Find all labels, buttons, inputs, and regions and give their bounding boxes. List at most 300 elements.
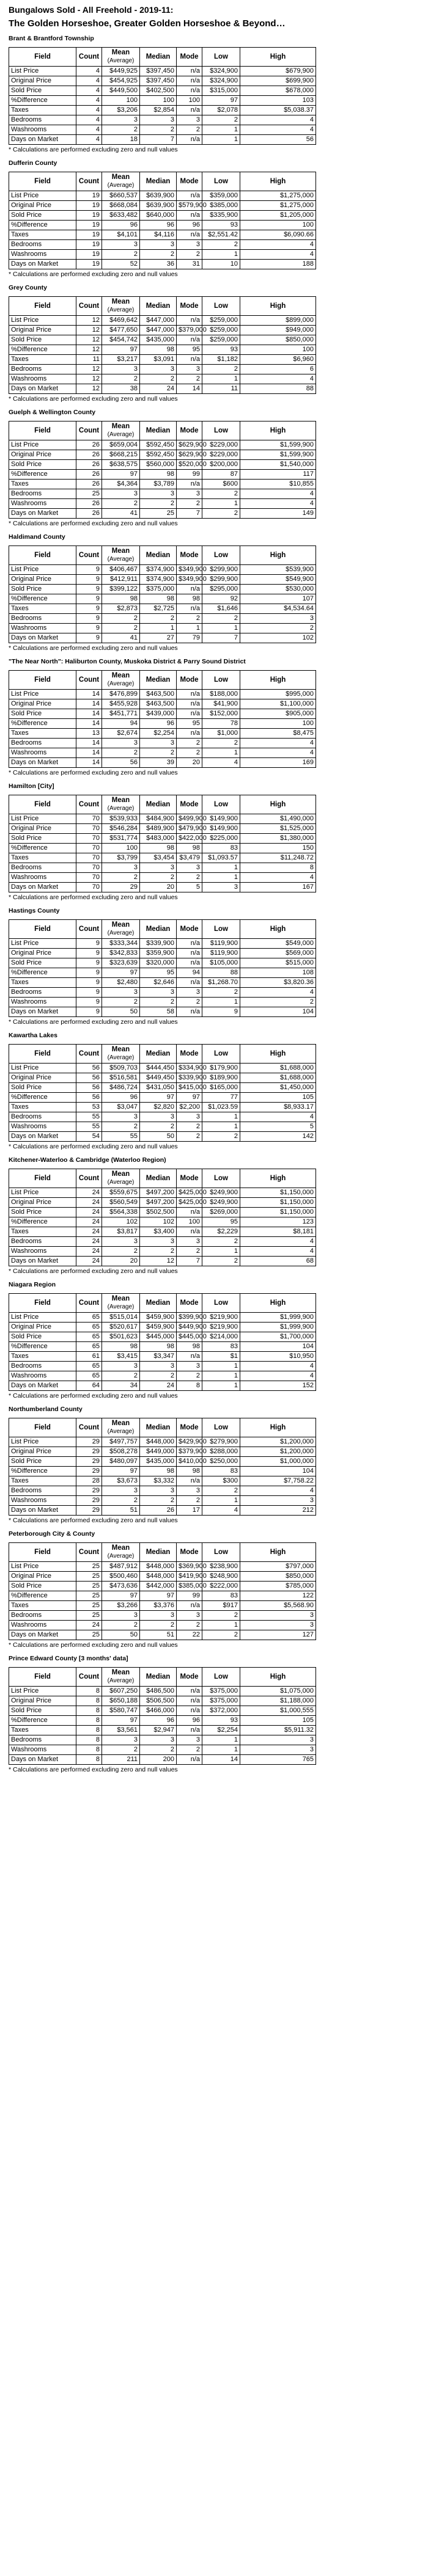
cell-value: 167 — [240, 883, 316, 892]
column-header: Median — [140, 1294, 177, 1313]
cell-value: 1 — [202, 748, 240, 758]
column-header: Low — [202, 1543, 240, 1562]
cell-value: $6,960 — [240, 355, 316, 365]
cell-value: 3 — [240, 1621, 316, 1630]
cell-value: $105,000 — [202, 958, 240, 968]
cell-value: 8 — [76, 1696, 102, 1706]
column-header: Low — [202, 920, 240, 939]
cell-value: 4 — [240, 115, 316, 125]
row-label: Bedrooms — [9, 489, 76, 499]
row-label: Bedrooms — [9, 240, 76, 250]
cell-value: n/a — [177, 949, 202, 958]
table-row — [9, 260, 316, 269]
table-row — [9, 1208, 316, 1217]
table-row — [9, 834, 316, 844]
row-label: Taxes — [9, 480, 76, 489]
cell-value: 56 — [76, 1064, 102, 1073]
column-header: Mode — [177, 920, 202, 939]
cell-value: 4 — [240, 873, 316, 883]
column-header: Low — [202, 1668, 240, 1687]
cell-value: $425,000 — [177, 1198, 202, 1208]
table-row — [9, 949, 316, 958]
cell-value: 97 — [102, 1591, 140, 1601]
cell-value: 2 — [102, 1621, 140, 1630]
row-label: List Price — [9, 191, 76, 201]
calculation-note: * Calculations are performed excluding zero and null values — [9, 395, 178, 403]
table-header-row — [9, 421, 316, 440]
region-heading: Dufferin County — [9, 159, 57, 167]
table-row — [9, 739, 316, 748]
column-header: Field — [9, 297, 76, 316]
column-header: High — [240, 297, 316, 316]
table-row — [9, 1457, 316, 1467]
table-row — [9, 326, 316, 335]
row-label: Bedrooms — [9, 115, 76, 125]
table-row — [9, 125, 316, 135]
cell-value: 24 — [76, 1227, 102, 1237]
cell-value: 94 — [177, 968, 202, 978]
region-section — [9, 533, 419, 652]
cell-value: $379,000 — [177, 326, 202, 335]
cell-value: 3 — [177, 1611, 202, 1621]
cell-value: $259,000 — [202, 335, 240, 345]
cell-value: $1,000,000 — [240, 1457, 316, 1467]
cell-value: 77 — [202, 1093, 240, 1103]
cell-value: 3 — [102, 988, 140, 998]
column-header: Field — [9, 172, 76, 191]
table-row — [9, 719, 316, 729]
region-heading: Haldimand County — [9, 533, 65, 541]
cell-value: n/a — [177, 1696, 202, 1706]
cell-value: $639,900 — [140, 201, 177, 211]
cell-value: 51 — [102, 1506, 140, 1516]
row-label: Taxes — [9, 853, 76, 863]
table-row — [9, 1237, 316, 1247]
cell-value: 108 — [240, 968, 316, 978]
column-header: Median — [140, 1418, 177, 1437]
cell-value: $339,900 — [140, 939, 177, 949]
cell-value: 169 — [240, 758, 316, 768]
cell-value: n/a — [177, 335, 202, 345]
cell-value: $659,004 — [102, 440, 140, 450]
row-label: Original Price — [9, 201, 76, 211]
column-header: Mean (Average) — [102, 48, 140, 67]
cell-value: 98 — [177, 1467, 202, 1476]
column-header: Median — [140, 297, 177, 316]
row-label: %Difference — [9, 1217, 76, 1227]
row-label: Washrooms — [9, 1122, 76, 1132]
cell-value: 14 — [177, 384, 202, 394]
column-header: Count — [76, 1169, 102, 1188]
cell-value: 3 — [102, 489, 140, 499]
cell-value: 19 — [76, 230, 102, 240]
stats-table — [9, 1169, 316, 1266]
column-header: High — [240, 172, 316, 191]
table-header-row — [9, 48, 316, 67]
cell-value: 24 — [76, 1217, 102, 1227]
cell-value: $560,549 — [102, 1198, 140, 1208]
cell-value: $668,215 — [102, 450, 140, 460]
column-header: Mode — [177, 795, 202, 814]
cell-value: 3 — [140, 1362, 177, 1371]
cell-value: n/a — [177, 1755, 202, 1765]
cell-value: $629,900 — [177, 440, 202, 450]
cell-value: $431,050 — [140, 1083, 177, 1093]
row-label: Bedrooms — [9, 614, 76, 624]
table-row — [9, 1506, 316, 1516]
cell-value: 100 — [177, 96, 202, 106]
cell-value: 29 — [76, 1457, 102, 1467]
cell-value: $678,000 — [240, 86, 316, 96]
row-label: List Price — [9, 1437, 76, 1447]
cell-value: $592,450 — [140, 450, 177, 460]
table-row — [9, 988, 316, 998]
table-header-row — [9, 1418, 316, 1437]
row-label: Taxes — [9, 106, 76, 115]
cell-value: $295,000 — [202, 585, 240, 594]
cell-value: 2 — [102, 614, 140, 624]
table-row — [9, 1696, 316, 1706]
cell-value: 98 — [140, 844, 177, 853]
region-heading: Peterborough City & County — [9, 1530, 95, 1538]
cell-value: $1,525,000 — [240, 824, 316, 834]
stats-table — [9, 919, 316, 1017]
cell-value: 12 — [76, 316, 102, 326]
cell-value: 9 — [76, 565, 102, 575]
cell-value: $259,000 — [202, 316, 240, 326]
cell-value: 9 — [202, 1007, 240, 1017]
cell-value: 70 — [76, 824, 102, 834]
cell-value: $560,000 — [140, 460, 177, 470]
row-label: %Difference — [9, 1716, 76, 1726]
table-row — [9, 1352, 316, 1362]
cell-value: $1,540,000 — [240, 460, 316, 470]
cell-value: $349,900 — [177, 565, 202, 575]
row-label: Days on Market — [9, 1755, 76, 1765]
cell-value: 6 — [240, 365, 316, 374]
row-label: Days on Market — [9, 1132, 76, 1142]
table-row — [9, 709, 316, 719]
table-row — [9, 191, 316, 201]
cell-value: $484,900 — [140, 814, 177, 824]
cell-value: n/a — [177, 690, 202, 699]
column-header: Mode — [177, 1668, 202, 1687]
cell-value: 3 — [140, 863, 177, 873]
row-label: Taxes — [9, 729, 76, 739]
cell-value: 2 — [102, 1745, 140, 1755]
cell-value: 2 — [177, 250, 202, 260]
column-header: High — [240, 48, 316, 67]
cell-value: 4 — [240, 125, 316, 135]
cell-value: 56 — [76, 1073, 102, 1083]
row-label: Original Price — [9, 1073, 76, 1083]
cell-value: 70 — [76, 844, 102, 853]
calculation-note: * Calculations are performed excluding zero and null values — [9, 1392, 178, 1399]
column-header: Median — [140, 421, 177, 440]
cell-value: $487,912 — [102, 1562, 140, 1572]
table-row — [9, 968, 316, 978]
row-label: Taxes — [9, 1227, 76, 1237]
cell-value: 29 — [76, 1486, 102, 1496]
cell-value: 26 — [76, 440, 102, 450]
region-section — [9, 1156, 419, 1275]
cell-value: $1,275,000 — [240, 201, 316, 211]
cell-value: $449,450 — [140, 1073, 177, 1083]
table-header-row — [9, 795, 316, 814]
calculation-note: * Calculations are performed excluding zero and null values — [9, 146, 178, 153]
cell-value: 1 — [202, 1381, 240, 1391]
cell-value: 1 — [202, 1112, 240, 1122]
cell-value: 1 — [202, 873, 240, 883]
column-header: Count — [76, 1543, 102, 1562]
table-header-row — [9, 172, 316, 191]
cell-value: 2 — [202, 1630, 240, 1640]
cell-value: 97 — [102, 1467, 140, 1476]
cell-value: 1 — [202, 125, 240, 135]
cell-value: $399,122 — [102, 585, 140, 594]
cell-value: 70 — [76, 853, 102, 863]
table-row — [9, 1486, 316, 1496]
cell-value: 96 — [140, 221, 177, 230]
row-label: Washrooms — [9, 499, 76, 509]
row-label: Taxes — [9, 1726, 76, 1735]
cell-value: 3 — [102, 1735, 140, 1745]
cell-value: 3 — [102, 240, 140, 250]
cell-value: $1,200,000 — [240, 1447, 316, 1457]
cell-value: $149,900 — [202, 814, 240, 824]
column-header: Median — [140, 1543, 177, 1562]
row-label: Sold Price — [9, 1208, 76, 1217]
cell-value: 97 — [140, 1591, 177, 1601]
column-header: Count — [76, 1418, 102, 1437]
table-row — [9, 440, 316, 450]
cell-value: 9 — [76, 1007, 102, 1017]
row-label: Washrooms — [9, 1371, 76, 1381]
cell-value: $335,900 — [202, 211, 240, 221]
cell-value: 2 — [202, 1257, 240, 1266]
cell-value: $385,000 — [177, 1582, 202, 1591]
table-row — [9, 998, 316, 1007]
table-row — [9, 115, 316, 125]
cell-value: $324,900 — [202, 76, 240, 86]
row-label: Days on Market — [9, 135, 76, 145]
cell-value: $300 — [202, 1476, 240, 1486]
cell-value: $1,023.59 — [202, 1103, 240, 1112]
cell-value: n/a — [177, 604, 202, 614]
cell-value: $3,799 — [102, 853, 140, 863]
table-row — [9, 335, 316, 345]
table-header-row — [9, 297, 316, 316]
cell-value: 12 — [140, 1257, 177, 1266]
cell-value: 98 — [177, 844, 202, 853]
column-header: Mean (Average) — [102, 1543, 140, 1562]
cell-value: 9 — [76, 633, 102, 643]
row-label: Original Price — [9, 450, 76, 460]
cell-value: $530,000 — [240, 585, 316, 594]
region-section — [9, 284, 419, 403]
cell-value: 29 — [76, 1496, 102, 1506]
cell-value: $4,116 — [140, 230, 177, 240]
cell-value: $342,833 — [102, 949, 140, 958]
cell-value: 65 — [76, 1332, 102, 1342]
cell-value: $1,093.57 — [202, 853, 240, 863]
cell-value: $249,900 — [202, 1188, 240, 1198]
column-header: Mode — [177, 48, 202, 67]
cell-value: $699,900 — [240, 76, 316, 86]
cell-value: 3 — [140, 365, 177, 374]
cell-value: 8 — [76, 1745, 102, 1755]
cell-value: 4 — [240, 489, 316, 499]
cell-value: 4 — [76, 76, 102, 86]
cell-value: 12 — [76, 326, 102, 335]
row-label: Taxes — [9, 978, 76, 988]
cell-value: 24 — [76, 1198, 102, 1208]
column-header: High — [240, 546, 316, 565]
cell-value: $119,900 — [202, 939, 240, 949]
table-row — [9, 1562, 316, 1572]
table-row — [9, 67, 316, 76]
cell-value: 14 — [76, 758, 102, 768]
cell-value: 3 — [140, 988, 177, 998]
cell-value: 5 — [240, 1122, 316, 1132]
cell-value: n/a — [177, 211, 202, 221]
cell-value: $1,000,555 — [240, 1706, 316, 1716]
table-row — [9, 1745, 316, 1755]
table-row — [9, 1323, 316, 1332]
cell-value: $5,911.32 — [240, 1726, 316, 1735]
cell-value: 56 — [102, 758, 140, 768]
cell-value: 104 — [240, 1342, 316, 1352]
column-header: Field — [9, 421, 76, 440]
cell-value: $222,000 — [202, 1582, 240, 1591]
cell-value: $219,900 — [202, 1323, 240, 1332]
table-header-row — [9, 1169, 316, 1188]
region-heading: Brant & Brantford Township — [9, 35, 94, 42]
cell-value: 9 — [76, 604, 102, 614]
cell-value: 2 — [177, 125, 202, 135]
row-label: List Price — [9, 67, 76, 76]
cell-value: n/a — [177, 1227, 202, 1237]
row-label: Original Price — [9, 824, 76, 834]
table-row — [9, 221, 316, 230]
cell-value: $3,347 — [140, 1352, 177, 1362]
cell-value: 2 — [177, 374, 202, 384]
cell-value: 12 — [76, 384, 102, 394]
cell-value: 55 — [102, 1132, 140, 1142]
column-header: Mean (Average) — [102, 1169, 140, 1188]
table-row — [9, 374, 316, 384]
cell-value: $445,000 — [177, 1332, 202, 1342]
cell-value: $259,000 — [202, 326, 240, 335]
row-label: Sold Price — [9, 86, 76, 96]
cell-value: $459,900 — [140, 1313, 177, 1323]
row-label: Days on Market — [9, 384, 76, 394]
stats-table — [9, 1667, 316, 1765]
cell-value: n/a — [177, 978, 202, 988]
cell-value: 3 — [177, 489, 202, 499]
calculation-note: * Calculations are performed excluding zero and null values — [9, 1018, 178, 1026]
cell-value: 3 — [177, 1735, 202, 1745]
column-header: High — [240, 1294, 316, 1313]
column-header: Mean (Average) — [102, 1418, 140, 1437]
cell-value: 98 — [102, 1342, 140, 1352]
cell-value: 4 — [240, 739, 316, 748]
cell-value: $1,599,900 — [240, 440, 316, 450]
row-label: Bedrooms — [9, 739, 76, 748]
cell-value: 50 — [102, 1007, 140, 1017]
cell-value: $399,900 — [177, 1313, 202, 1323]
column-header: Count — [76, 920, 102, 939]
row-label: Bedrooms — [9, 1486, 76, 1496]
cell-value: 83 — [202, 1591, 240, 1601]
cell-value: 1 — [202, 1496, 240, 1506]
cell-value: 83 — [202, 1342, 240, 1352]
cell-value: 2 — [140, 499, 177, 509]
cell-value: 3 — [140, 1735, 177, 1745]
row-label: Washrooms — [9, 1496, 76, 1506]
cell-value: 211 — [102, 1755, 140, 1765]
row-label: Bedrooms — [9, 1362, 76, 1371]
cell-value: 93 — [202, 1716, 240, 1726]
calculation-note: * Calculations are performed excluding zero and null values — [9, 1766, 178, 1773]
cell-value: 2 — [177, 1621, 202, 1630]
table-row — [9, 1198, 316, 1208]
row-label: Days on Market — [9, 509, 76, 519]
cell-value: 97 — [140, 1093, 177, 1103]
cell-value: $455,928 — [102, 699, 140, 709]
table-row — [9, 470, 316, 480]
cell-value: 56 — [240, 135, 316, 145]
cell-value: $149,900 — [202, 824, 240, 834]
row-label: Taxes — [9, 1352, 76, 1362]
cell-value: 97 — [202, 96, 240, 106]
cell-value: 97 — [177, 1093, 202, 1103]
cell-value: $569,000 — [240, 949, 316, 958]
column-header: Low — [202, 795, 240, 814]
cell-value: 96 — [102, 221, 140, 230]
cell-value: $397,450 — [140, 67, 177, 76]
row-label: %Difference — [9, 594, 76, 604]
cell-value: $3,673 — [102, 1476, 140, 1486]
cell-value: 2 — [177, 998, 202, 1007]
cell-value: $374,900 — [140, 575, 177, 585]
row-label: Sold Price — [9, 211, 76, 221]
cell-value: $4,534.64 — [240, 604, 316, 614]
cell-value: $8,933.17 — [240, 1103, 316, 1112]
column-header: Mode — [177, 1294, 202, 1313]
cell-value: 28 — [76, 1476, 102, 1486]
cell-value: 11 — [76, 355, 102, 365]
table-row — [9, 614, 316, 624]
region-heading: Guelph & Wellington County — [9, 409, 96, 416]
cell-value: 25 — [76, 1572, 102, 1582]
cell-value: 2 — [202, 240, 240, 250]
column-header: Mean (Average) — [102, 421, 140, 440]
cell-value: 9 — [76, 958, 102, 968]
cell-value: $3,332 — [140, 1476, 177, 1486]
cell-value: 25 — [76, 489, 102, 499]
cell-value: 3 — [140, 739, 177, 748]
cell-value: 3 — [177, 1237, 202, 1247]
cell-value: $410,000 — [177, 1457, 202, 1467]
cell-value: $3,217 — [102, 355, 140, 365]
cell-value: 14 — [76, 709, 102, 719]
cell-value: $499,900 — [177, 814, 202, 824]
column-header: Low — [202, 546, 240, 565]
column-header: Count — [76, 546, 102, 565]
row-label: Original Price — [9, 699, 76, 709]
cell-value: 24 — [76, 1237, 102, 1247]
